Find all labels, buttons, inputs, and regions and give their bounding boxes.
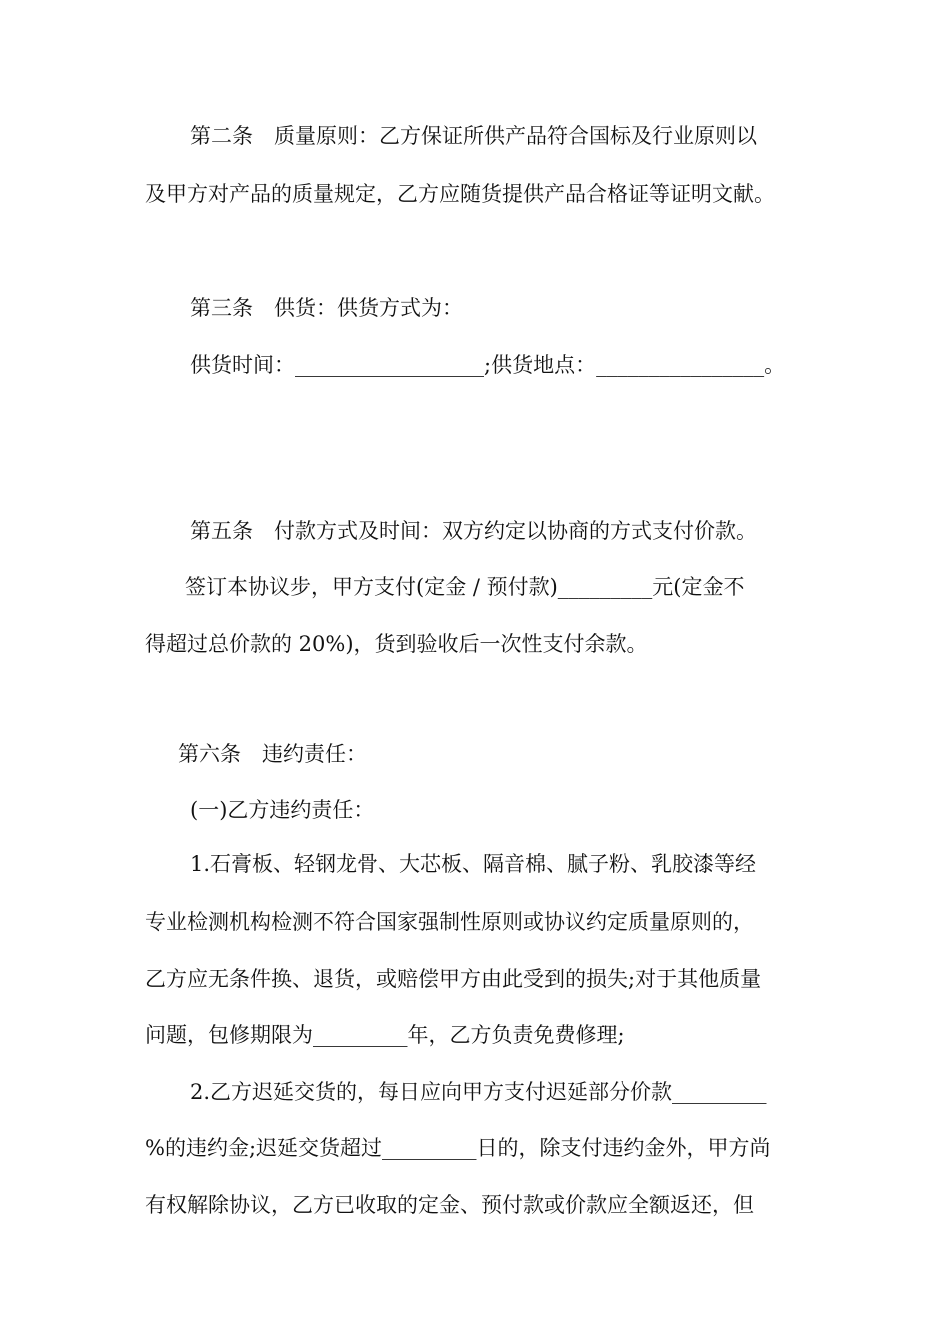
- article-6-item-2-line-2: %的违约金;迟延交货超过_________日的，除支付违约金外，甲方尚: [145, 1136, 771, 1160]
- article-6-item-2-line-1: 2.乙方迟延交货的，每日应向甲方支付迟延部分价款_________: [190, 1080, 767, 1104]
- article-3-heading: 第三条 供货：供货方式为：: [190, 296, 463, 320]
- article-3-supply-time-place: 供货时间：__________________;供货地点：________________。: [190, 353, 786, 377]
- article-2-line-1: 第二条 质量原则：乙方保证所供产品符合国标及行业原则以: [190, 124, 757, 148]
- article-6-item-2-line-3: 有权解除协议，乙方已收取的定金、预付款或价款应全额返还，但: [145, 1193, 754, 1217]
- article-5-line-2: 签订本协议步，甲方支付(定金 / 预付款)_________元(定金不: [185, 575, 745, 599]
- article-5-heading: 第五条 付款方式及时间：双方约定以协商的方式支付价款。: [190, 519, 757, 543]
- article-5-line-3: 得超过总价款的 20%)，货到验收后一次性支付余款。: [145, 632, 648, 656]
- article-6-item-1-line-4: 问题，包修期限为_________年，乙方负责免费修理;: [145, 1023, 625, 1047]
- article-2-line-2: 及甲方对产品的质量规定，乙方应随货提供产品合格证等证明文献。: [145, 182, 775, 206]
- article-6-heading: 第六条 违约责任：: [178, 742, 367, 766]
- article-6-item-1-line-3: 乙方应无条件换、退货，或赔偿甲方由此受到的损失;对于其他质量: [145, 967, 762, 991]
- article-6-item-1-line-2: 专业检测机构检测不符合国家强制性原则或协议约定质量原则的，: [145, 910, 754, 934]
- article-6-section-1-heading: (一)乙方违约责任：: [190, 798, 375, 822]
- article-6-item-1-line-1: 1.石膏板、轻钢龙骨、大芯板、隔音棉、腻子粉、乳胶漆等经: [190, 852, 757, 876]
